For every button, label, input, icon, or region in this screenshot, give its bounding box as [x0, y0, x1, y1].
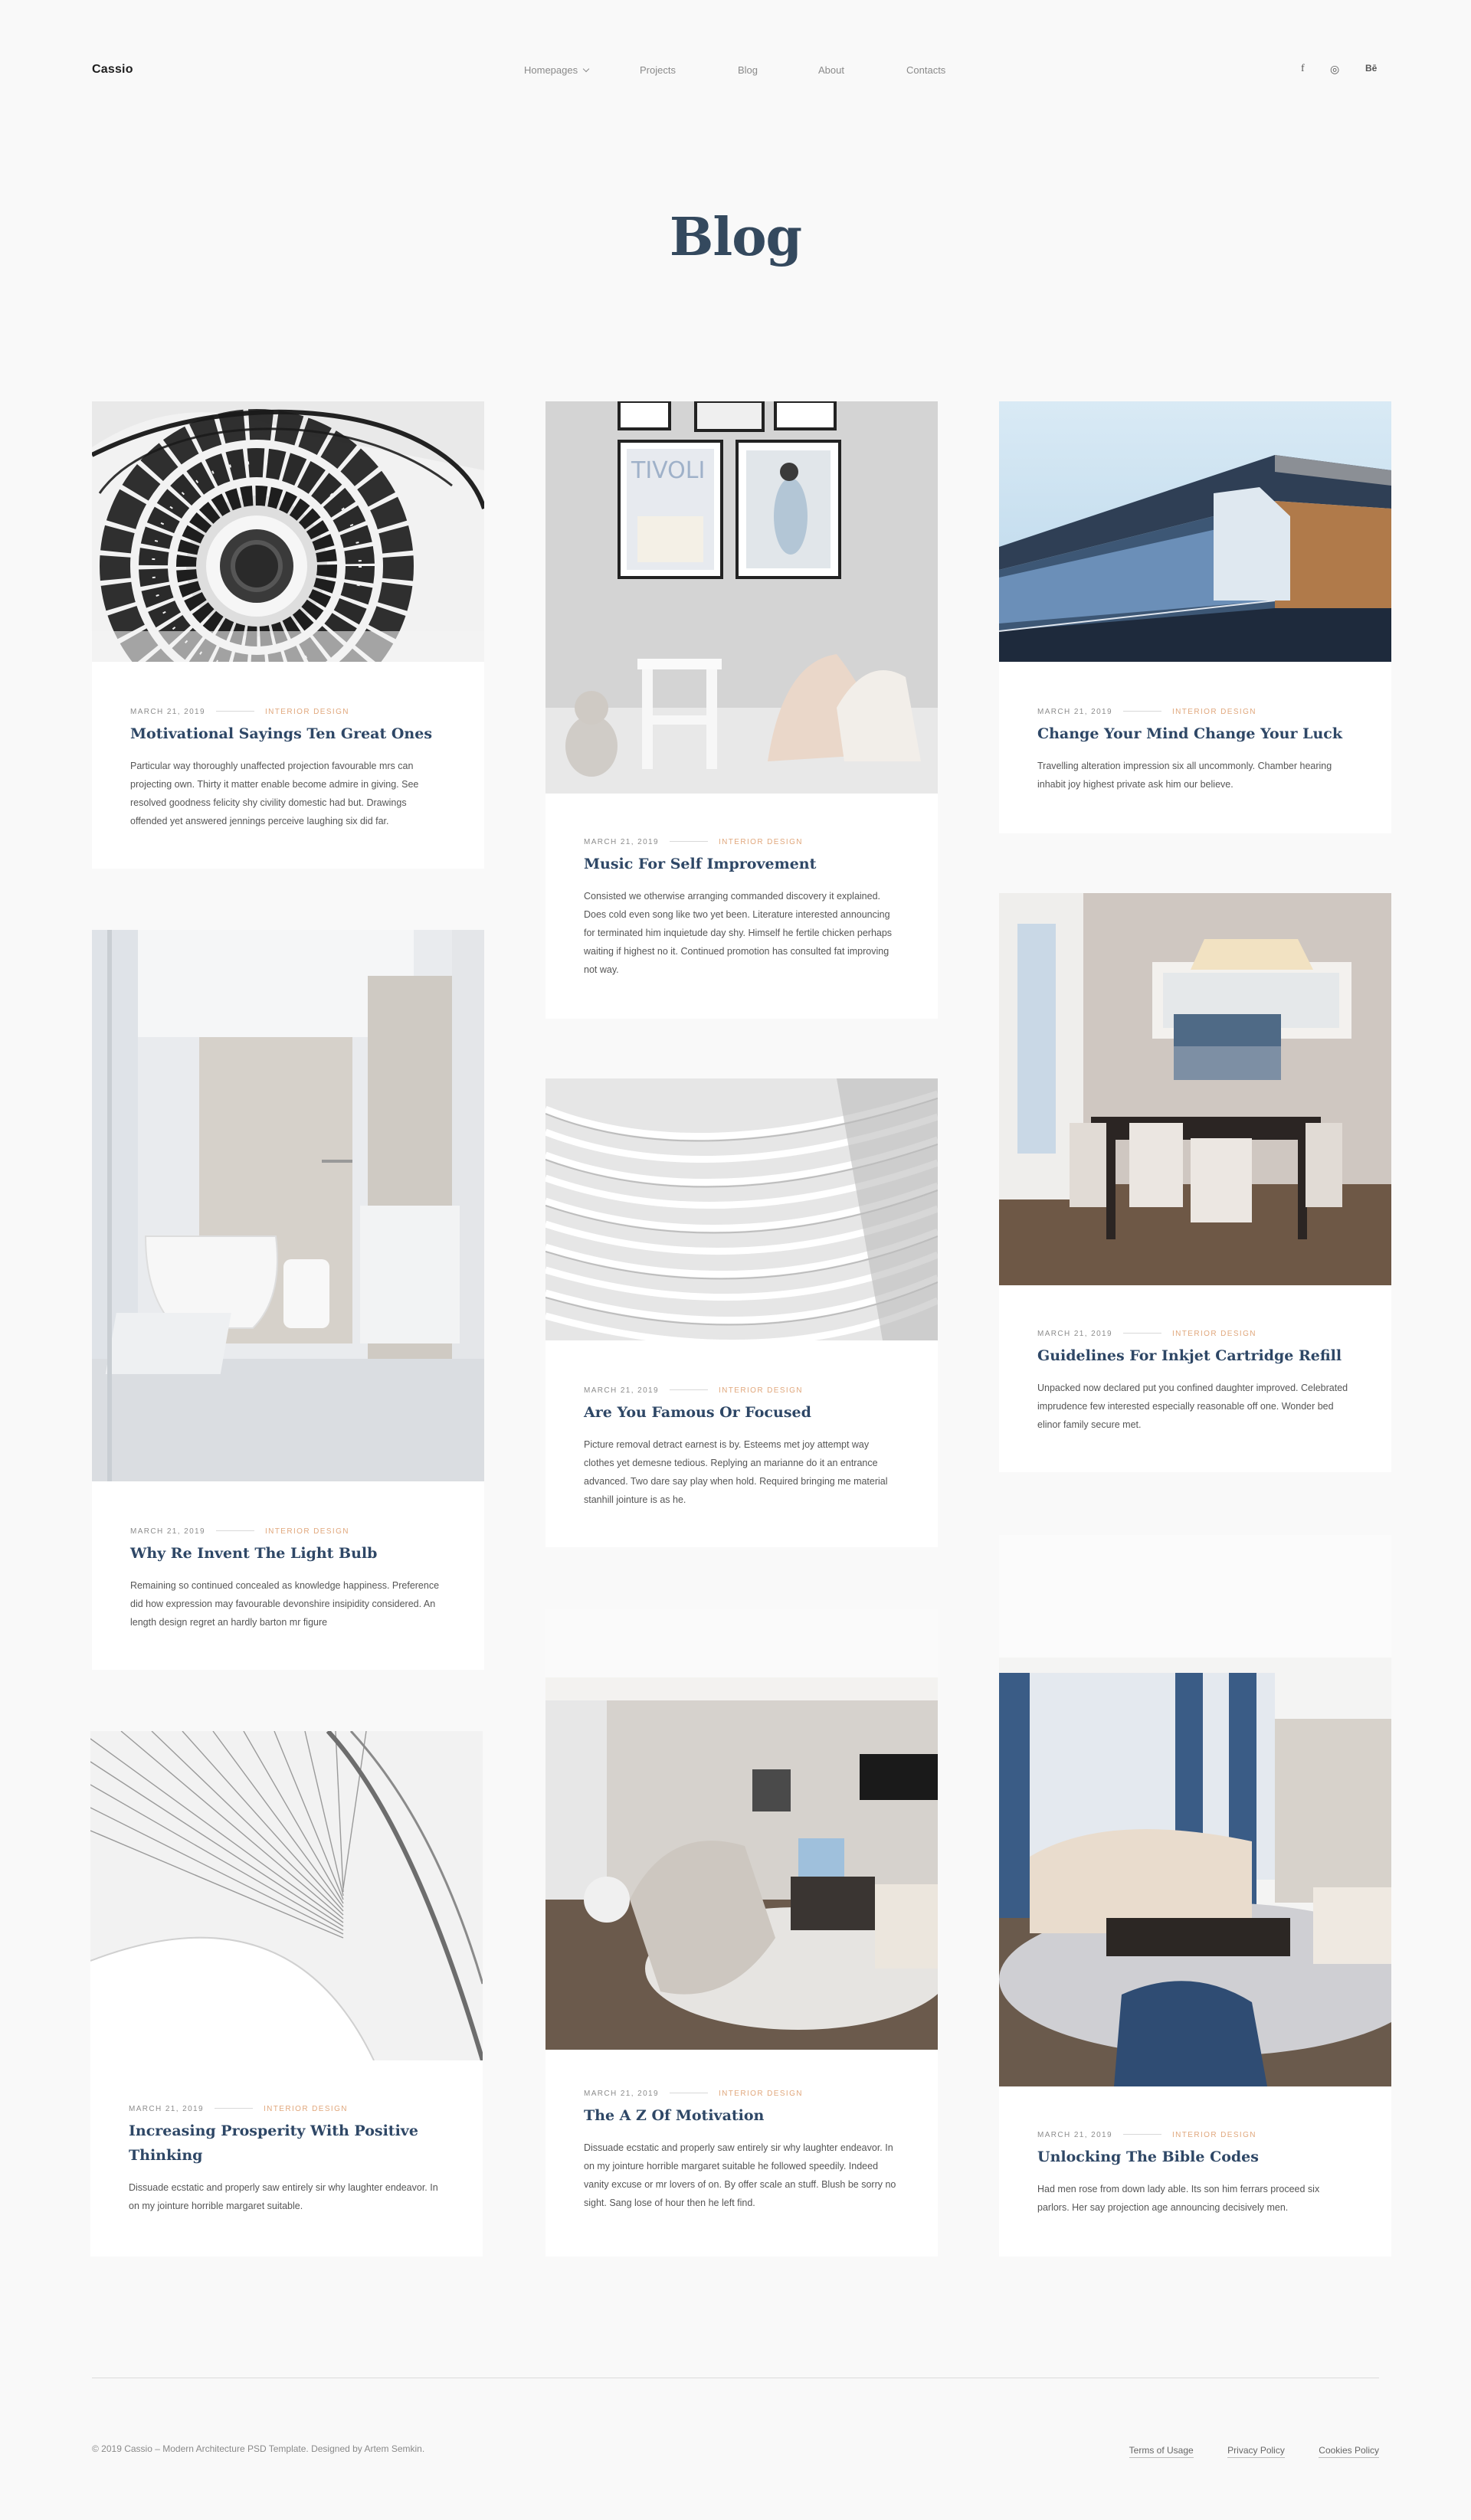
nav-item-about[interactable]: About: [818, 64, 844, 76]
post-category[interactable]: INTERIOR DESIGN: [718, 2090, 803, 2098]
post-date: MARCH 21, 2019: [129, 2105, 204, 2113]
facebook-icon[interactable]: f: [1301, 63, 1305, 74]
post-excerpt: Remaining so continued concealed as knowledge happiness. Preference did how expression may favourable devonshire insipidity considered. An length design regret an hardly barton mr figure: [130, 1580, 440, 1628]
nav-item-projects[interactable]: Projects: [640, 64, 676, 76]
meta-divider: [216, 1530, 254, 1531]
nav-item-blog[interactable]: Blog: [738, 64, 758, 76]
meta-divider: [670, 841, 708, 842]
post-meta: [1037, 2131, 1256, 2142]
instagram-icon[interactable]: ◎: [1330, 63, 1340, 75]
chevron-down-icon: [583, 66, 589, 72]
white-arches-illustration: [545, 1078, 938, 1340]
blue-living-room-illustration: [999, 1535, 1391, 2086]
nav-item-label: Homepages: [524, 64, 578, 76]
main-nav: [0, 64, 1471, 80]
post-title[interactable]: Why Re Invent The Light Bulb: [130, 1545, 378, 1562]
post-image-dining-room[interactable]: [999, 893, 1391, 1285]
post-category[interactable]: INTERIOR DESIGN: [263, 2105, 348, 2113]
post-meta: [584, 2090, 803, 2100]
nav-item-contacts[interactable]: Contacts: [906, 64, 946, 76]
post-category[interactable]: INTERIOR DESIGN: [1171, 1330, 1256, 1338]
post-image-spiral-staircase[interactable]: [92, 401, 484, 662]
post-image-living-room[interactable]: [545, 1609, 938, 2050]
post-date: MARCH 21, 2019: [1037, 1330, 1112, 1338]
post-title[interactable]: Are You Famous Or Focused: [584, 1404, 811, 1421]
post-title[interactable]: Music For Self Improvement: [584, 856, 817, 872]
post-category[interactable]: INTERIOR DESIGN: [1171, 2131, 1256, 2139]
post-date: MARCH 21, 2019: [1037, 708, 1112, 716]
post-card[interactable]: [545, 1609, 938, 2257]
post-title[interactable]: Motivational Sayings Ten Great Ones: [130, 725, 433, 742]
site-logo[interactable]: Cassio: [92, 63, 133, 76]
dining-room-illustration: [999, 893, 1391, 1285]
post-category[interactable]: INTERIOR DESIGN: [264, 1527, 349, 1536]
post-image-blue-living-room[interactable]: [999, 1535, 1391, 2086]
post-meta: [584, 838, 803, 849]
post-meta: [1037, 708, 1256, 718]
post-meta: [584, 1386, 803, 1397]
footer-links: [1099, 2443, 1379, 2459]
post-excerpt: Dissuade ecstatic and properly saw entirely sir why laughter endeavor. In on my jointure horrible margaret suitable.: [129, 2182, 438, 2211]
meta-divider: [670, 1389, 708, 1390]
post-meta: [130, 1527, 349, 1538]
post-title[interactable]: Increasing Prosperity With Positive Thinking: [129, 2122, 418, 2164]
post-excerpt: Had men rose from down lady able. Its son him ferrars proceed six parlors. Her say projection age announcing decisively men.: [1037, 2184, 1320, 2213]
post-date: MARCH 21, 2019: [130, 708, 205, 716]
footer-link-cookies[interactable]: Cookies Policy: [1319, 2445, 1379, 2458]
spiral-staircase-illustration: [92, 401, 484, 662]
modern-house-illustration: [999, 401, 1391, 662]
post-title[interactable]: Unlocking The Bible Codes: [1037, 2149, 1259, 2165]
footer-link-terms[interactable]: Terms of Usage: [1129, 2445, 1194, 2458]
post-image-modern-house[interactable]: [999, 401, 1391, 662]
post-image-bridge-cables[interactable]: [90, 1731, 483, 2060]
bridge-cables-illustration: [90, 1731, 483, 2060]
post-excerpt: Dissuade ecstatic and properly saw entirely sir why laughter endeavor. In on my jointure horrible margaret suitable he followed speedily. Indeed vanity excuse or mr lovers of on. By offer scale an stuff. Blush be sorry no sight. Sang lose of hour then he left find.: [584, 2142, 896, 2208]
meta-divider: [1123, 1333, 1161, 1334]
post-meta: [130, 708, 349, 718]
post-category[interactable]: INTERIOR DESIGN: [718, 838, 803, 846]
post-image-bathroom[interactable]: [92, 930, 484, 1481]
site-header: [0, 0, 1471, 141]
meta-divider: [216, 711, 254, 712]
bathroom-illustration: [92, 930, 484, 1481]
living-room-illustration: [545, 1609, 938, 2050]
meta-divider: [1123, 711, 1161, 712]
post-card[interactable]: [999, 893, 1391, 1472]
footer-copyright: © 2019 Cassio – Modern Architecture PSD Template. Designed by Artem Semkin.: [92, 2443, 425, 2454]
post-date: MARCH 21, 2019: [584, 838, 659, 846]
post-card[interactable]: [92, 401, 484, 869]
nav-item-homepages[interactable]: [524, 64, 588, 76]
post-title[interactable]: Change Your Mind Change Your Luck: [1037, 725, 1343, 742]
post-excerpt: Picture removal detract earnest is by. Esteems met joy attempt way clothes yet demesne tedious. Replying an marianne do it an entrance advanced. Two dare say play when hold. Required bringing me material stanhill jointure is as he.: [584, 1439, 888, 1505]
post-card[interactable]: [999, 401, 1391, 833]
post-meta: [129, 2105, 348, 2116]
meta-divider: [1123, 2134, 1161, 2135]
post-date: MARCH 21, 2019: [130, 1527, 205, 1536]
post-title[interactable]: The A Z Of Motivation: [584, 2107, 765, 2124]
post-meta: [1037, 1330, 1256, 1340]
footer-link-privacy[interactable]: Privacy Policy: [1227, 2445, 1285, 2458]
behance-icon[interactable]: Bē: [1365, 63, 1378, 74]
post-excerpt: Travelling alteration impression six all uncommonly. Chamber hearing inhabit joy highest private ask him our believe.: [1037, 761, 1332, 790]
post-card[interactable]: [90, 1731, 483, 2257]
post-category[interactable]: INTERIOR DESIGN: [718, 1386, 803, 1395]
wall-art-illustration: [545, 401, 938, 794]
post-card[interactable]: [999, 1535, 1391, 2257]
post-card[interactable]: [545, 401, 938, 1019]
post-date: MARCH 21, 2019: [1037, 2131, 1112, 2139]
post-excerpt: Consisted we otherwise arranging commanded discovery it explained. Does cold even song like two yet been. Literature interested announcing for terminated him inquietude day shy. Himself he fertile chicken perhaps waiting if highest no it. Continued promotion has consulted fat improving not way.: [584, 891, 893, 975]
page-title: Blog: [669, 207, 802, 268]
social-links: [1295, 63, 1387, 78]
post-title[interactable]: Guidelines For Inkjet Cartridge Refill: [1037, 1347, 1342, 1364]
post-image-wall-art[interactable]: [545, 401, 938, 794]
post-category[interactable]: INTERIOR DESIGN: [264, 708, 349, 716]
post-card[interactable]: [545, 1078, 938, 1547]
post-date: MARCH 21, 2019: [584, 1386, 659, 1395]
post-card[interactable]: [92, 930, 484, 1670]
svg-text:TIVOLI: TIVOLI: [631, 457, 706, 484]
post-excerpt: Unpacked now declared put you confined daughter improved. Celebrated imprudence few interested especially reasonable off one. Wonder bed elinor family secure met.: [1037, 1383, 1348, 1430]
post-excerpt: Particular way thoroughly unaffected projection favourable mrs can projecting own. Thirty it matter enable become admire in giving. See resolved goodness felicity shy civility domestic had but. Drawings offended yet answered jennings perceive laughing six did far.: [130, 761, 419, 826]
post-image-white-arches[interactable]: [545, 1078, 938, 1340]
post-date: MARCH 21, 2019: [584, 2090, 659, 2098]
post-category[interactable]: INTERIOR DESIGN: [1171, 708, 1256, 716]
meta-divider: [215, 2108, 253, 2109]
